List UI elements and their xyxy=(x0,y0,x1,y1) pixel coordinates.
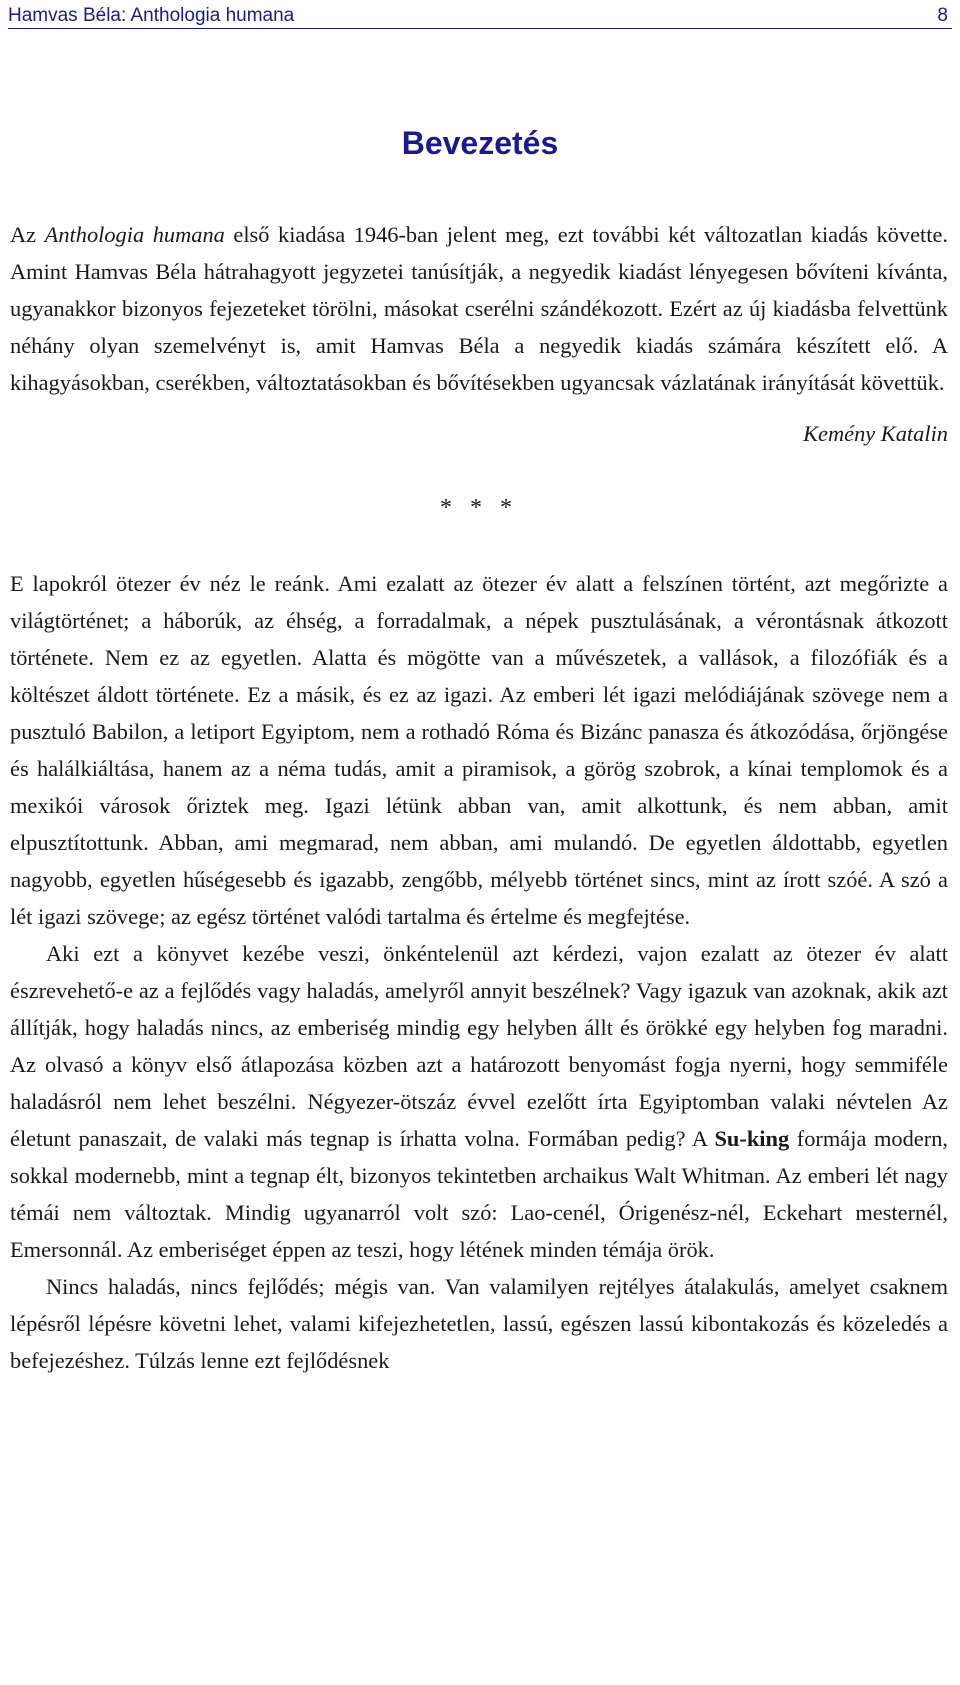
page-number: 8 xyxy=(937,5,948,26)
p2-text-b: formája modern, sokkal modernebb, mint a tegnap élt, bizonyos tekintetben archaikus Walt Whitman. Az emberi lét nagy témái nem változtak. Mindig ugyanarról volt szó: Lao-cenél, Órigenész-nél, Eckehart mesternél, Emersonnál. Az emberiséget éppen az teszi, hogy létének minden témája örök. xyxy=(10,1126,948,1262)
intro-text-b: első kiadása 1946-ban jelent meg, ezt további két változatlan kiadás követte. Amint Hamvas Béla hátrahagyott jegyzetei tanúsítják, a negyedik kiadást lényegesen bővíteni kívánta, ugyanakkor bizonyos fejezeteket törölni, másokat cserélni szándékozott. Ezért az új kiadásba felvettünk néhány olyan szemelvényt is, amit Hamvas Béla a negyedik kiadás számára készített elő. A kihagyásokban, cserékben, változtatásokban és bővítésekben ugyancsak vázlatának irányítását követtük. xyxy=(10,222,948,395)
section-separator: * * * xyxy=(440,495,518,521)
p2-text-a: Aki ezt a könyvet kezébe veszi, önkéntelenül azt kérdezi, vajon ezalatt az ötezer év alatt észrevehető-e az a fejlődés vagy haladás, amelyről annyit beszélnek? Vagy igazuk van azoknak, akik azt állítják, hogy haladás nincs, az emberiség mindig egy helyben állt és örökké egy helyben fog maradni. Az olvasó a könyv első átlapozása közben azt a határozott benyomást fogja nyerni, hogy semmiféle haladásról nem lehet beszélni. Négyezer-ötszáz évvel ezelőtt írta Egyiptomban valaki névtelen Az életunt panaszait, de valaki más tegnap is írhatta volna. Formában pedig? A xyxy=(10,941,948,1151)
book-title: Hamvas Béla: Anthologia humana xyxy=(8,5,295,26)
running-header xyxy=(8,2,952,29)
intro-paragraph xyxy=(10,216,948,401)
main-paragraph-1: E lapokról ötezer év néz le reánk. Ami ezalatt az ötezer év alatt a felszínen történt, azt megőrizte a világtörténet; a háborúk, az éhség, a forradalmak, a népek pusztulásának, a vérontásnak átkozott története. Nem ez az egyetlen. Alatta és mögötte van a művészetek, a vallások, a filozófiák és a költészet áldott története. Ez a másik, és ez az igazi. Az emberi lét igazi melódiájának szövege nem a pusztuló Babilon, a letiport Egyiptom, nem a rothadó Róma és Bizánc panasza és átkozódása, őrjöngése és halálkiáltása, hanem az a néma tudás, amit a piramisok, a görög szobrok, a kínai templomok és a mexikói városok őriztek meg. Igazi létünk abban van, amit alkottunk, és nem abban, amit elpusztítottunk. Abban, ami megmarad, nem abban, ami mulandó. De egyetlen áldottabb, egyetlen nagyobb, egyetlen hűségesebb és igazabb, zengőbb, mélyebb történet sincs, mint az írott szóé. A szó a lét igazi szövege; az egész történet valódi tartalma és értelme és megfejtése. xyxy=(10,571,948,929)
main-paragraph-3: Nincs haladás, nincs fejlődés; mégis van. Van valamilyen rejtélyes átalakulás, amelyet csaknem lépésről lépésre követni lehet, valami kifejezhetetlen, lassú, egészen lassú kibontakozás és közeledés a befejezéshez. Túlzás lenne ezt fejlődésnek xyxy=(10,1274,948,1373)
intro-text-a: Az xyxy=(10,222,45,247)
book-title-italic: Anthologia humana xyxy=(44,222,225,247)
author-signature: Kemény Katalin xyxy=(803,421,948,446)
document-body xyxy=(10,216,948,1379)
su-king-bold: Su-king xyxy=(714,1126,790,1151)
main-paragraph-2 xyxy=(10,935,948,1268)
chapter-heading: Bevezetés xyxy=(401,125,559,161)
